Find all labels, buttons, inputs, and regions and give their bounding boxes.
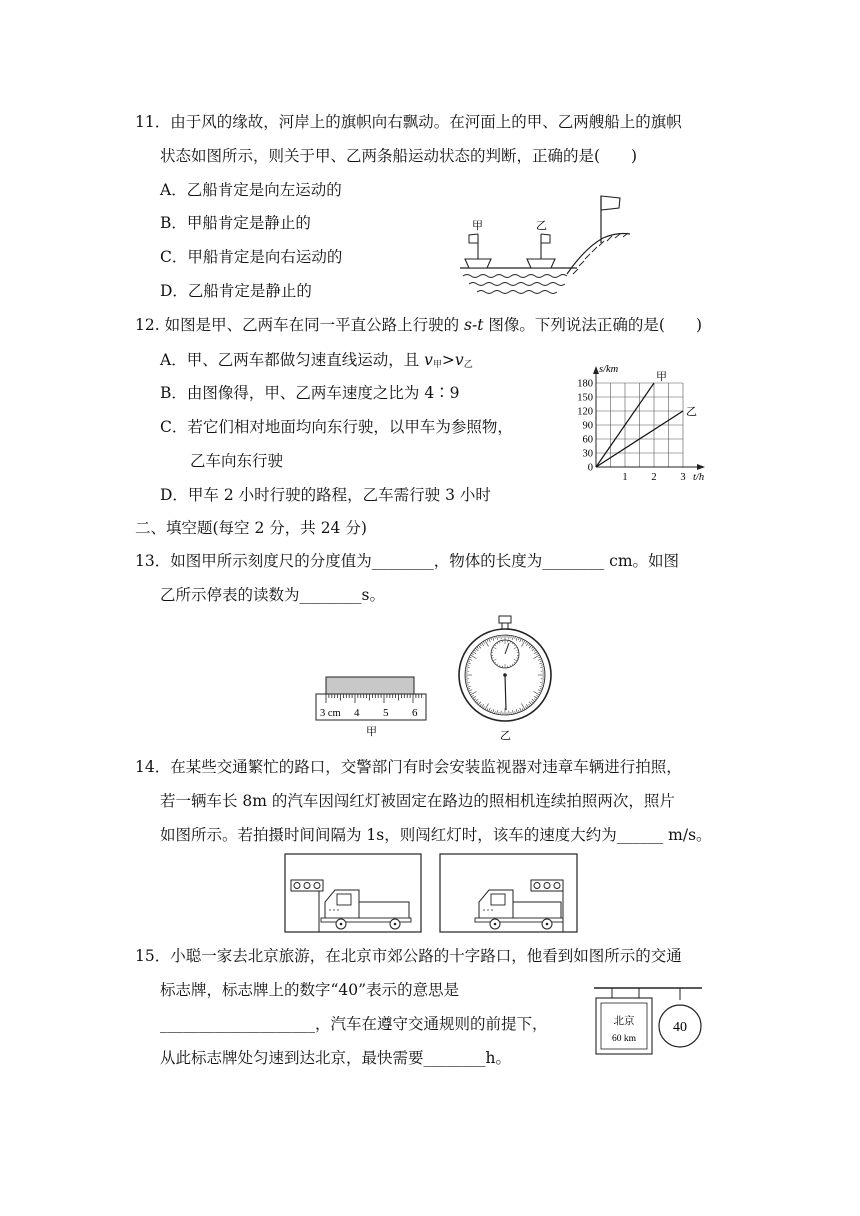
sign-city: 北京 [613, 1016, 635, 1027]
q12-option-d: D．甲车 2 小时行驶的路程，乙车需行驶 3 小时 [160, 486, 491, 504]
x-tick-label: 2 [651, 472, 657, 483]
x-tick-label: 1 [622, 472, 628, 483]
traffic-photos-figure [283, 852, 583, 934]
series-label-jia: 甲 [656, 371, 667, 383]
ruler-caption: 甲 [366, 726, 377, 738]
q11-option-c: C．甲船肯定是向右运动的 [160, 248, 343, 266]
section-title: 二、填空题(每空 2 分，共 24 分) [135, 519, 367, 537]
traffic-sign-figure [592, 984, 704, 1060]
series-label-yi: 乙 [686, 406, 697, 418]
ruler-label-6: 6 [412, 707, 418, 719]
q15-line4: 从此标志牌处匀速到达北京，最快需要________h。 [160, 1049, 511, 1067]
photo-2 [440, 854, 577, 932]
y-tick-label: 60 [582, 434, 593, 446]
q12-gt: > [441, 351, 455, 369]
q15-line3: ____________________，汽车在遵守交通规则的前提下， [160, 1015, 548, 1033]
q12-stem-post: 图像。下列说法正确的是( ) [488, 316, 702, 334]
q15-line1: 15．小聪一家去北京旅游，在北京市郊公路的十字路口，他看到如图所示的交通 [135, 947, 682, 965]
q14-line3: 如图所示。若拍摄时间间隔为 1s，则闯红灯时，该车的速度大约为______ m/s。 [160, 826, 712, 844]
q12-stem-pre: 12. 如图是甲、乙两车在同一平直公路上行驶的 [135, 316, 460, 334]
q12-option-a [160, 350, 473, 375]
y-tick-label: 90 [582, 420, 593, 432]
boat-jia-label: 甲 [472, 220, 483, 232]
q12-sub-jia: 甲 [432, 360, 442, 370]
x-axis-label: t/h [693, 472, 705, 483]
q13-line1: 13．如图甲所示刻度尺的分度值为________，物体的长度为________ cm。如图 [135, 552, 680, 570]
y-tick-label: 180 [577, 378, 593, 390]
q12-option-b: B．由图像得，甲、乙两车速度之比为 4∶9 [160, 384, 460, 402]
q14-line2: 若一辆车长 8m 的汽车因闯红灯被固定在路边的照相机连续拍照两次，照片 [160, 792, 675, 810]
stopwatch-figure [455, 614, 555, 744]
q12-option-c-line2: 乙车向东行驶 [190, 452, 284, 470]
stopwatch-caption: 乙 [500, 730, 511, 742]
sign-distance: 60 km [611, 1034, 637, 1044]
x-axis-arrow [697, 464, 705, 470]
y-tick-label: 150 [577, 392, 593, 404]
q12-option-c-line1: C．若它们相对地面均向东行驶，以甲车为参照物， [160, 418, 513, 436]
q13-line2: 乙所示停表的读数为________s。 [160, 586, 385, 604]
ruler-label-4: 4 [354, 707, 360, 719]
boats-figure [455, 188, 635, 298]
q14-line1: 14．在某些交通繁忙的路口，交警部门有时会安装监视器对违章车辆进行拍照， [135, 758, 682, 776]
photo-1 [285, 854, 421, 932]
q12-stem [135, 315, 702, 335]
ruler-label-3cm: 3 cm [320, 708, 341, 719]
y-tick-label: 30 [582, 448, 593, 460]
q12-v-symbol-1: v [424, 351, 433, 369]
q12-sub-yi: 乙 [463, 360, 473, 370]
ruler-label-5: 5 [383, 707, 389, 719]
q11-stem-line1: 11．由于风的缘故，河岸上的旗帜向右飘动。在河面上的甲、乙两艘船上的旗帜 [135, 113, 682, 131]
x-tick-label: 3 [680, 472, 686, 483]
y-axis-label: s/km [599, 364, 619, 375]
q12-option-a-text: A．甲、乙两车都做匀速直线运动，且 [160, 351, 420, 369]
y-tick-label: 0 [587, 462, 593, 474]
st-chart [560, 362, 710, 487]
q11-option-a: A．乙船肯定是向左运动的 [160, 181, 342, 199]
q11-option-b: B．甲船肯定是静止的 [160, 214, 311, 232]
ruler-figure [312, 674, 432, 740]
q15-line2: 标志牌，标志牌上的数字“40”表示的意思是 [160, 981, 460, 999]
q12-stem-var: s-t [464, 316, 484, 334]
q11-stem-line2: 状态如图所示，则关于甲、乙两条船运动状态的判断，正确的是( ) [160, 147, 638, 165]
q11-option-d: D．乙船肯定是静止的 [160, 282, 312, 300]
y-tick-label: 120 [577, 406, 593, 418]
q12-v-symbol-2: v [454, 351, 464, 369]
sign-speed-limit: 40 [673, 1020, 687, 1035]
boat-yi-label: 乙 [536, 220, 547, 232]
